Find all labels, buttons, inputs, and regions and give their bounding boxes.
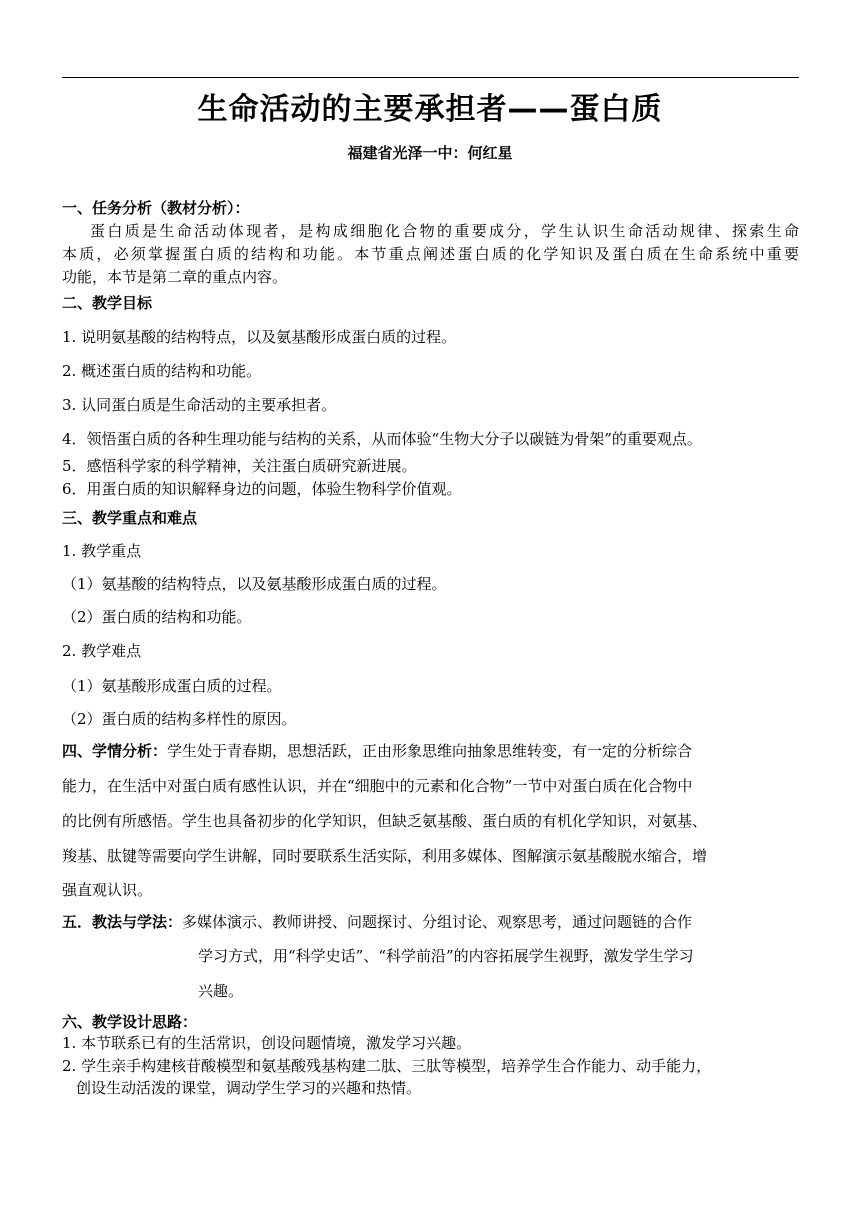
section-5-heading: 五．教法与学法： (62, 913, 183, 931)
section-4-line: 羧基、肽键等需要向学生讲解，同时要联系生活实际，利用多媒体、图解演示氨基酸脱水缩合，增 (62, 847, 708, 865)
section-5-line (62, 912, 802, 932)
header-rule (62, 77, 799, 78)
section-2-heading: 二、教学目标 (62, 294, 153, 312)
difficult-point-item: （2）蛋白质的结构多样性的原因。 (62, 710, 297, 728)
section-6-heading: 六、教学设计思路： (62, 1013, 198, 1031)
section-5-line: 学习方式，用“科学史话”、“科学前沿”的内容拓展学生视野，激发学生学习 (198, 947, 694, 965)
section-1-heading: 一、任务分析（教材分析）： (62, 199, 250, 217)
section-5-line: 兴趣。 (198, 982, 244, 1000)
objective-item: 3. 认同蛋白质是生命活动的主要承担者。 (62, 396, 337, 414)
section-4-line: 能力，在生活中对蛋白质有感性认识，并在“细胞中的元素和化合物”一节中对蛋白质在化合物中 (62, 777, 693, 795)
section-6-item: 1. 本节联系已有的生活常识，创设问题情境，激发学习兴趣。 (62, 1034, 472, 1052)
section-6-item: 2. 学生亲手构建核苷酸模型和氨基酸残基构建二肽、三肽等模型，培养学生合作能力、动手能力， (62, 1057, 712, 1075)
difficult-points-label: 2. 教学难点 (62, 642, 142, 660)
section-6-item: 创设生动活泼的课堂，调动学生学习的兴趣和热情。 (76, 1079, 422, 1097)
section-1-para-line: 蛋白质是生命活动体现者，是构成细胞化合物的重要成分，学生认识生命活动规律、探索生命 (90, 222, 799, 240)
key-point-item: （1）氨基酸的结构特点，以及氨基酸形成蛋白质的过程。 (62, 575, 447, 593)
key-point-item: （2）蛋白质的结构和功能。 (62, 608, 252, 626)
key-points-label: 1. 教学重点 (62, 542, 142, 560)
section-1-para-line: 本质，必须掌握蛋白质的结构和功能。本节重点阐述蛋白质的化学知识及蛋白质在生命系统中重要 (62, 245, 799, 263)
section-4-line: 的比例有所感悟。学生也具备初步的化学知识，但缺乏氨基酸、蛋白质的有机化学知识，对氨基、 (62, 812, 708, 830)
objective-item: 6．用蛋白质的知识解释身边的问题，体验生物科学价值观。 (62, 480, 462, 498)
objective-item: 1. 说明氨基酸的结构特点，以及氨基酸形成蛋白质的过程。 (62, 328, 457, 346)
section-4-text: 学生处于青春期，思想活跃，正由形象思维向抽象思维转变，有一定的分析综合 (167, 742, 693, 760)
author-line: 福建省光泽一中：何红星 (347, 144, 513, 162)
difficult-point-item: （1）氨基酸形成蛋白质的过程。 (62, 677, 282, 695)
section-5-text: 多媒体演示、教师讲授、问题探讨、分组讨论、观察思考，通过问题链的合作 (182, 913, 693, 931)
page-title: 生命活动的主要承担者——蛋白质 (197, 92, 663, 127)
objective-item: 5．感悟科学家的科学精神，关注蛋白质研究新进展。 (62, 457, 417, 475)
section-1-para-line: 功能，本节是第二章的重点内容。 (62, 268, 288, 286)
section-4-heading: 四、学情分析： (62, 742, 168, 760)
section-4-line: 强直观认识。 (62, 881, 153, 899)
objective-item: 4．领悟蛋白质的各种生理功能与结构的关系，从而体验“生物大分子以碳链为骨架”的重要观点。 (62, 430, 702, 448)
section-4-line (62, 741, 802, 761)
section-3-heading: 三、教学重点和难点 (62, 509, 198, 527)
objective-item: 2. 概述蛋白质的结构和功能。 (62, 362, 262, 380)
